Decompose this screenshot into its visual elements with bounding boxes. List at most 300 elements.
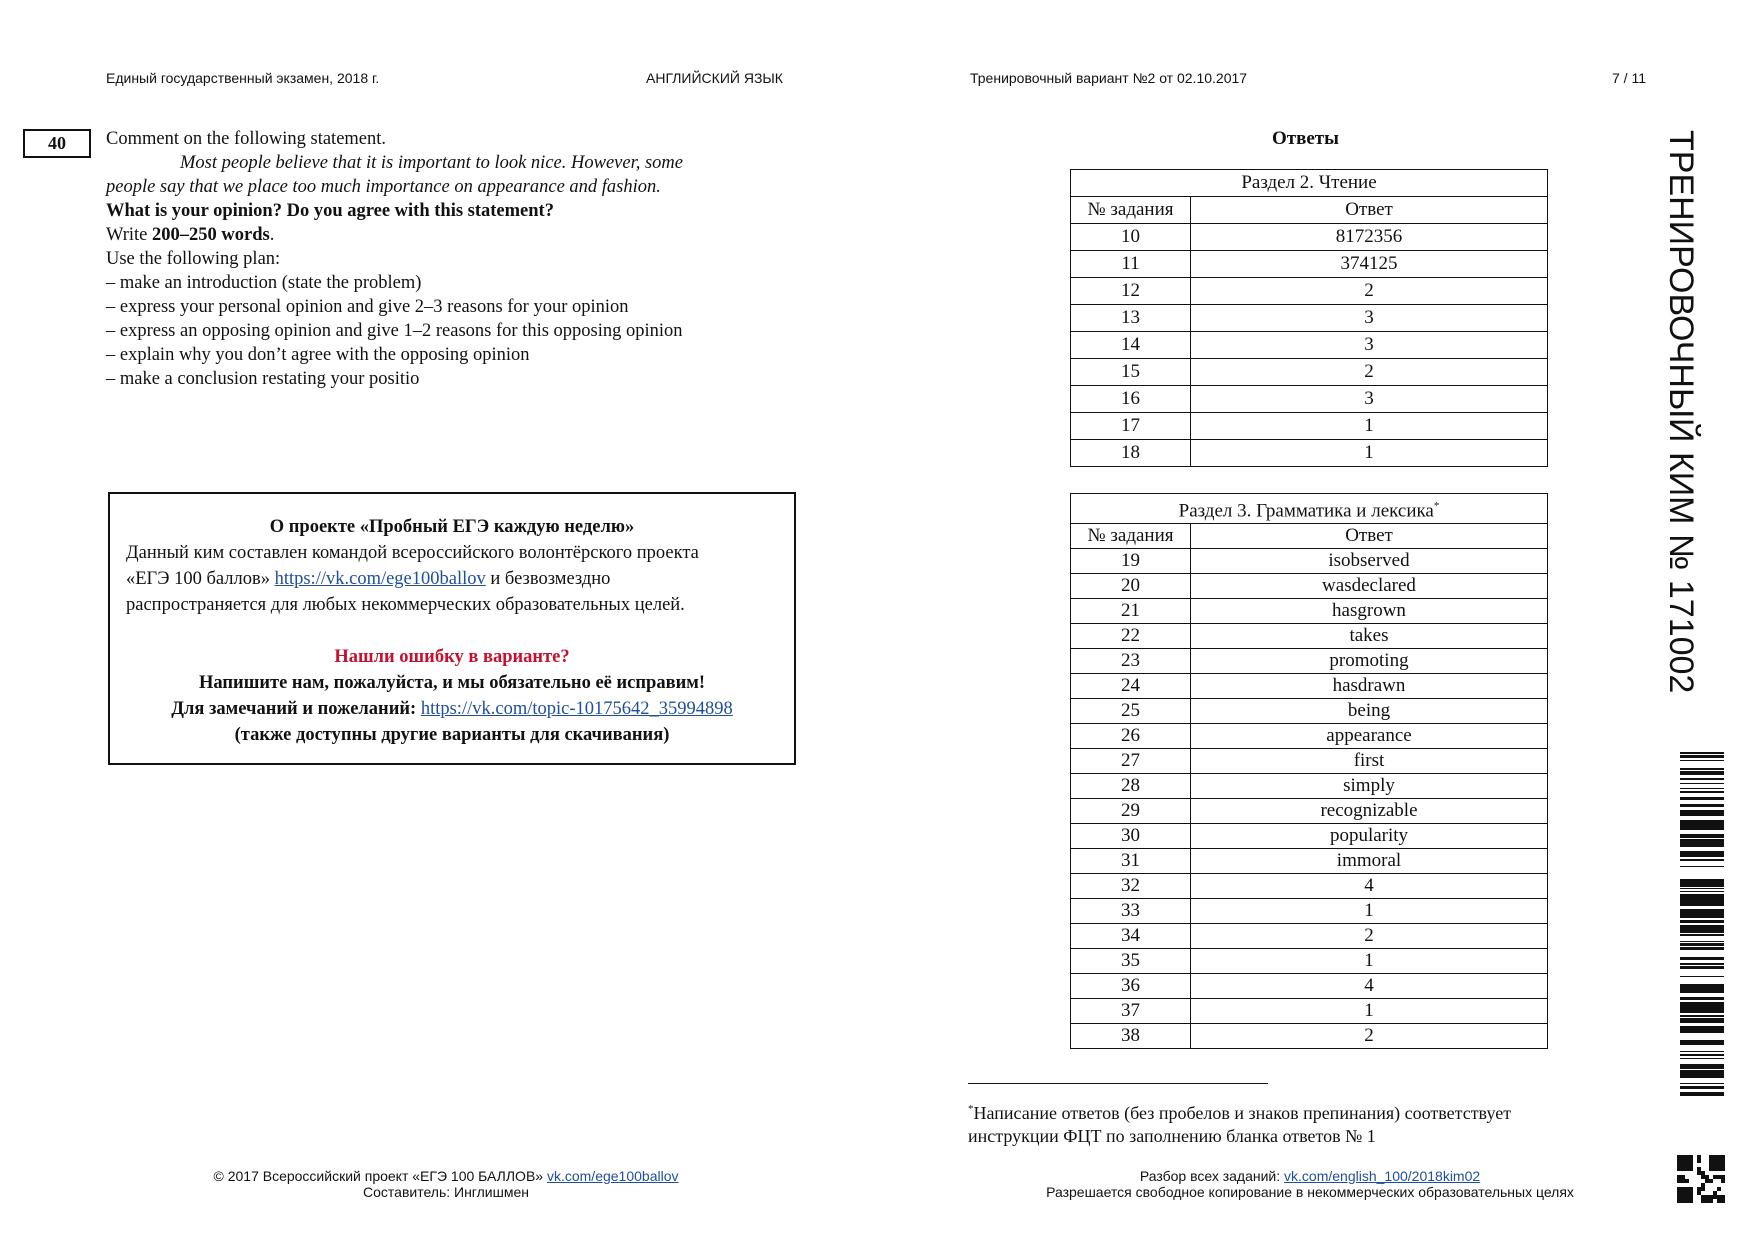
qr-module: [1705, 1195, 1709, 1199]
barcode-bar: [1680, 1094, 1724, 1096]
answer-row: [1071, 899, 1548, 924]
barcode-bar: [1680, 976, 1724, 977]
answer-row: [1071, 999, 1548, 1024]
feedback-prefix: Для замечаний и пожеланий:: [171, 699, 421, 719]
answer-value: 2: [1191, 1024, 1548, 1049]
barcode-bar: [1680, 957, 1724, 960]
answers-table-section2: [1070, 169, 1548, 467]
qr-code-image: [1677, 1155, 1725, 1203]
answer-row: [1071, 440, 1548, 467]
qr-module: [1717, 1159, 1721, 1163]
answer-task-number: 32: [1071, 874, 1191, 899]
answer-value: 1: [1191, 413, 1548, 440]
barcode-bar: [1680, 1066, 1724, 1069]
barcode-bar: [1680, 783, 1724, 784]
task-intro: Comment on the following statement.: [106, 129, 387, 149]
barcode-bar: [1680, 988, 1724, 991]
qr-module: [1697, 1187, 1701, 1191]
barcode-bar: [1680, 967, 1724, 969]
footer-left: [146, 1168, 746, 1200]
answer-task-number: 28: [1071, 774, 1191, 799]
qr-module: [1689, 1199, 1693, 1203]
barcode-bar: [1680, 925, 1724, 928]
barcode-bar: [1680, 880, 1724, 882]
qr-module: [1721, 1179, 1725, 1183]
barcode-bar: [1680, 1002, 1724, 1005]
header-exam-title: Единый государственный экзамен, 2018 г.: [106, 70, 380, 86]
barcode-bar: [1680, 943, 1724, 946]
also-available-note: (также доступны другие варианты для скачивания): [234, 725, 670, 745]
answer-row: [1071, 549, 1548, 574]
qr-module: [1685, 1159, 1689, 1163]
answer-row: [1071, 599, 1548, 624]
barcode-bar: [1680, 851, 1724, 854]
footer-analysis-link[interactable]: vk.com/english_100/2018kim02: [1284, 1168, 1481, 1184]
qr-module: [1677, 1179, 1681, 1183]
answer-row: [1071, 824, 1548, 849]
barcode-bar: [1680, 856, 1724, 857]
barcode-bar: [1680, 947, 1724, 948]
qr-module: [1681, 1155, 1685, 1159]
barcode-bar: [1680, 987, 1724, 988]
footer-author: Составитель: Инглишмен: [363, 1184, 529, 1200]
barcode-bar: [1680, 934, 1724, 936]
task-plan-item: – express your personal opinion and give 2–3 reasons for your opinion: [106, 297, 629, 317]
qr-module: [1713, 1191, 1717, 1195]
qr-module: [1697, 1171, 1701, 1175]
qr-module: [1709, 1163, 1713, 1167]
qr-module: [1697, 1191, 1701, 1195]
barcode-bar: [1680, 888, 1724, 889]
task-40-text: [106, 127, 806, 391]
barcode-bar: [1680, 1008, 1724, 1009]
qr-module: [1709, 1155, 1713, 1159]
answer-task-number: 24: [1071, 674, 1191, 699]
answer-row: [1071, 849, 1548, 874]
qr-module: [1677, 1167, 1681, 1171]
qr-module: [1681, 1159, 1685, 1163]
barcode-bar: [1680, 920, 1724, 923]
qr-module: [1713, 1175, 1717, 1179]
answer-task-number: 25: [1071, 699, 1191, 724]
answer-value: recognizable: [1191, 799, 1548, 824]
answer-row: [1071, 332, 1548, 359]
task-statement-line2: people say that we place too much importance on appearance and fashion.: [106, 177, 661, 197]
barcode-bar: [1680, 814, 1724, 816]
answer-value: takes: [1191, 624, 1548, 649]
barcode-bar: [1680, 1028, 1724, 1031]
answer-task-number: 37: [1071, 999, 1191, 1024]
answer-value: wasdeclared: [1191, 574, 1548, 599]
answer-value: 1: [1191, 999, 1548, 1024]
answer-task-number: 10: [1071, 224, 1191, 251]
footer-left-line1: [146, 1168, 746, 1184]
qr-module: [1705, 1175, 1709, 1179]
qr-module: [1681, 1167, 1685, 1171]
qr-module: [1709, 1199, 1713, 1203]
barcode-bar: [1680, 941, 1724, 942]
barcode-bar: [1680, 774, 1724, 775]
barcode-bar: [1680, 788, 1724, 789]
answer-row: [1071, 1024, 1548, 1049]
footnote-divider: [968, 1083, 1268, 1084]
answer-task-number: 38: [1071, 1024, 1191, 1049]
answer-task-number: 31: [1071, 849, 1191, 874]
answer-row: [1071, 974, 1548, 999]
project-line2-suffix: и безвозмездно: [485, 569, 611, 589]
answer-task-number: 23: [1071, 649, 1191, 674]
answer-task-number: 27: [1071, 749, 1191, 774]
answer-task-number: 16: [1071, 386, 1191, 413]
barcode-bar: [1680, 891, 1724, 892]
barcode-bar: [1680, 778, 1724, 780]
qr-module: [1709, 1195, 1713, 1199]
section2-title: Раздел 2. Чтение: [1071, 170, 1548, 197]
answer-task-number: 15: [1071, 359, 1191, 386]
answer-task-number: 21: [1071, 599, 1191, 624]
answer-row: [1071, 949, 1548, 974]
answer-value: 2: [1191, 359, 1548, 386]
footnote: [968, 1098, 1648, 1148]
barcode-bar: [1680, 839, 1724, 841]
qr-module: [1689, 1163, 1693, 1167]
answer-row: [1071, 278, 1548, 305]
qr-module: [1717, 1155, 1721, 1159]
qr-module: [1713, 1163, 1717, 1167]
qr-module: [1705, 1199, 1709, 1203]
qr-module: [1681, 1187, 1685, 1191]
header-page-number: 7 / 11: [1612, 70, 1646, 86]
barcode-bar: [1680, 792, 1724, 793]
barcode-bar: [1680, 997, 1724, 998]
answer-row: [1071, 649, 1548, 674]
barcode-bar: [1680, 930, 1724, 933]
answer-value: 3: [1191, 386, 1548, 413]
footer-analysis-prefix: Разбор всех заданий:: [1139, 1168, 1285, 1184]
qr-module: [1713, 1195, 1717, 1199]
barcode-bar: [1680, 771, 1724, 774]
qr-module: [1697, 1155, 1701, 1159]
answer-task-number: 34: [1071, 924, 1191, 949]
barcode-bar: [1680, 966, 1724, 967]
barcode-bar: [1680, 827, 1724, 830]
answer-row: [1071, 874, 1548, 899]
answer-value: being: [1191, 699, 1548, 724]
qr-module: [1677, 1191, 1681, 1195]
qr-module: [1701, 1183, 1705, 1187]
project-line1: Данный ким составлен командой всероссийского волонтёрского проекта: [126, 543, 699, 563]
qr-module: [1685, 1155, 1689, 1159]
barcode-image: [1680, 752, 1724, 1098]
barcode-bar: [1680, 899, 1724, 901]
qr-module: [1701, 1195, 1705, 1199]
qr-module: [1681, 1191, 1685, 1195]
task-number-box: 40: [23, 129, 91, 158]
qr-module: [1697, 1167, 1701, 1171]
answer-value: 8172356: [1191, 224, 1548, 251]
answer-row: [1071, 574, 1548, 599]
answer-task-number: 26: [1071, 724, 1191, 749]
answer-row: [1071, 624, 1548, 649]
barcode-bar: [1680, 1015, 1724, 1017]
barcode-bar: [1680, 1076, 1724, 1078]
answers-table-section3: [1070, 493, 1548, 1049]
barcode-bar: [1680, 1040, 1724, 1042]
section3-col-answer: Ответ: [1191, 524, 1548, 549]
error-title: Нашли ошибку в варианте?: [334, 647, 570, 667]
qr-module: [1689, 1167, 1693, 1171]
qr-module: [1677, 1163, 1681, 1167]
task-statement-line1: Most people believe that it is important to look nice. However, some: [180, 153, 683, 173]
barcode-bar: [1680, 842, 1724, 844]
barcode-bar: [1680, 879, 1724, 880]
barcode-bar: [1680, 1073, 1724, 1076]
answer-value: 3: [1191, 305, 1548, 332]
qr-module: [1717, 1199, 1721, 1203]
answer-value: 1: [1191, 440, 1548, 467]
barcode-bar: [1680, 755, 1724, 757]
qr-module: [1677, 1155, 1681, 1159]
barcode-bar: [1680, 896, 1724, 898]
barcode-bar: [1680, 844, 1724, 846]
qr-module: [1689, 1195, 1693, 1199]
answer-value: hasgrown: [1191, 599, 1548, 624]
feedback-line: [126, 696, 778, 722]
answer-row: [1071, 251, 1548, 278]
qr-module: [1717, 1175, 1721, 1179]
error-line: Напишите нам, пожалуйста, и мы обязательно её исправим!: [199, 673, 705, 693]
qr-module: [1689, 1159, 1693, 1163]
answer-value: 1: [1191, 949, 1548, 974]
answer-row: [1071, 386, 1548, 413]
barcode-bar: [1680, 760, 1724, 761]
qr-module: [1701, 1199, 1705, 1203]
barcode-bar: [1680, 1018, 1724, 1021]
qr-module: [1705, 1179, 1709, 1183]
qr-module: [1677, 1159, 1681, 1163]
barcode-bar: [1680, 894, 1724, 896]
answer-value: first: [1191, 749, 1548, 774]
barcode-bar: [1680, 1070, 1724, 1073]
barcode-bar: [1680, 1092, 1724, 1094]
barcode-bar: [1680, 812, 1724, 814]
answer-value: isobserved: [1191, 549, 1548, 574]
answer-value: promoting: [1191, 649, 1548, 674]
qr-module: [1701, 1175, 1705, 1179]
footnote-marker: *: [968, 1103, 974, 1115]
answer-task-number: 33: [1071, 899, 1191, 924]
qr-module: [1709, 1159, 1713, 1163]
qr-module: [1721, 1167, 1725, 1171]
barcode-bar: [1680, 1058, 1724, 1059]
barcode-bar: [1680, 820, 1724, 821]
answer-row: [1071, 305, 1548, 332]
answer-task-number: 29: [1071, 799, 1191, 824]
qr-module: [1685, 1167, 1689, 1171]
barcode-bar: [1680, 884, 1724, 887]
barcode-bar: [1680, 752, 1724, 754]
project-line2: [126, 566, 778, 592]
task-write-prefix: Write: [106, 225, 152, 245]
barcode-bar: [1680, 1042, 1724, 1045]
barcode-bar: [1680, 1009, 1724, 1010]
answer-task-number: 12: [1071, 278, 1191, 305]
project-info-box: [108, 492, 796, 765]
footer-right-line1: [1020, 1168, 1600, 1184]
barcode-bar: [1680, 898, 1724, 899]
answer-value: simply: [1191, 774, 1548, 799]
answer-task-number: 13: [1071, 305, 1191, 332]
qr-module: [1701, 1187, 1705, 1191]
qr-module: [1721, 1199, 1725, 1203]
qr-module: [1681, 1179, 1685, 1183]
qr-module: [1689, 1187, 1693, 1191]
qr-module: [1713, 1167, 1717, 1171]
task-word-count: 200–250 words: [152, 225, 270, 245]
barcode-bar: [1680, 928, 1724, 930]
task-write-suffix: .: [269, 225, 275, 245]
task-plan-item: – make an introduction (state the problem): [106, 273, 422, 293]
barcode-bar: [1680, 837, 1724, 838]
qr-module: [1681, 1163, 1685, 1167]
qr-module: [1677, 1199, 1681, 1203]
qr-module: [1685, 1191, 1689, 1195]
qr-module: [1713, 1155, 1717, 1159]
answer-row: [1071, 699, 1548, 724]
project-line2-prefix: «ЕГЭ 100 баллов»: [126, 569, 275, 589]
qr-module: [1701, 1171, 1705, 1175]
answer-task-number: 18: [1071, 440, 1191, 467]
answer-task-number: 20: [1071, 574, 1191, 599]
answer-value: 2: [1191, 924, 1548, 949]
barcode-bar: [1680, 904, 1724, 906]
footer-right: [1020, 1168, 1600, 1200]
barcode-bar: [1680, 768, 1724, 770]
qr-module: [1709, 1179, 1713, 1183]
qr-module: [1721, 1155, 1725, 1159]
task-plan-item: – express an opposing opinion and give 1–2 reasons for this opposing opinion: [106, 321, 683, 341]
barcode-bar: [1680, 804, 1724, 807]
answer-row: [1071, 749, 1548, 774]
qr-module: [1717, 1195, 1721, 1199]
barcode-bar: [1680, 834, 1724, 837]
barcode-bar: [1680, 1083, 1724, 1084]
header-subject: АНГЛИЙСКИЙ ЯЗЫК: [646, 70, 783, 86]
answer-task-number: 17: [1071, 413, 1191, 440]
qr-module: [1689, 1191, 1693, 1195]
section3-footnote-marker: *: [1433, 500, 1440, 512]
answer-value: appearance: [1191, 724, 1548, 749]
barcode-bar: [1680, 791, 1724, 792]
answer-row: [1071, 413, 1548, 440]
qr-module: [1721, 1159, 1725, 1163]
answer-task-number: 22: [1071, 624, 1191, 649]
task-plan-item: – make a conclusion restating your positio: [106, 369, 420, 389]
footer-vk-link[interactable]: vk.com/ege100ballov: [546, 1168, 679, 1184]
qr-module: [1713, 1159, 1717, 1163]
task-question: What is your opinion? Do you agree with this statement?: [106, 201, 554, 221]
answer-row: [1071, 924, 1548, 949]
qr-module: [1685, 1163, 1689, 1167]
answer-value: immoral: [1191, 849, 1548, 874]
task-plan-item: – explain why you don’t agree with the opposing opinion: [106, 345, 530, 365]
barcode-bar: [1680, 882, 1724, 884]
barcode-bar: [1680, 841, 1724, 842]
barcode-bar: [1680, 1026, 1724, 1028]
barcode-bar: [1680, 949, 1724, 950]
barcode-bar: [1680, 1021, 1724, 1023]
spacer: [126, 618, 778, 644]
barcode-bar: [1680, 797, 1724, 800]
barcode-bar: [1680, 866, 1724, 867]
answer-task-number: 14: [1071, 332, 1191, 359]
barcode-bar: [1680, 1051, 1724, 1052]
project-line3: распространяется для любых некоммерческих образовательных целей.: [126, 595, 685, 615]
qr-module: [1685, 1179, 1689, 1183]
answer-value: hasdrawn: [1191, 674, 1548, 699]
feedback-link[interactable]: https://vk.com/topic-10175642_35994898: [420, 699, 733, 719]
barcode-bar: [1680, 1031, 1724, 1033]
project-vk-link[interactable]: https://vk.com/ege100ballov: [274, 569, 486, 589]
barcode-bar: [1680, 810, 1724, 812]
barcode-bar: [1680, 859, 1724, 861]
header-variant: Тренировочный вариант №2 от 02.10.2017: [970, 70, 1248, 86]
section3-col-task: № задания: [1071, 524, 1191, 549]
footnote-line1: [968, 1098, 1648, 1125]
answer-value: 374125: [1191, 251, 1548, 278]
barcode-bar: [1680, 1086, 1724, 1089]
answer-value: popularity: [1191, 824, 1548, 849]
qr-module: [1685, 1199, 1689, 1203]
barcode-bar: [1680, 1064, 1724, 1066]
project-title: О проекте «Пробный ЕГЭ каждую неделю»: [269, 517, 635, 537]
barcode-bar: [1680, 998, 1724, 1000]
qr-module: [1677, 1175, 1681, 1179]
answers-title: Ответы: [1272, 128, 1339, 149]
answer-value: 4: [1191, 874, 1548, 899]
qr-module: [1721, 1195, 1725, 1199]
qr-module: [1685, 1187, 1689, 1191]
qr-module: [1717, 1163, 1721, 1167]
barcode-bar: [1680, 984, 1724, 987]
barcode-bar: [1680, 963, 1724, 965]
qr-module: [1677, 1187, 1681, 1191]
answer-value: 2: [1191, 278, 1548, 305]
task-plan-intro: Use the following plan:: [106, 249, 281, 269]
section2-col-task: № задания: [1071, 197, 1191, 224]
answer-task-number: 36: [1071, 974, 1191, 999]
side-title-vertical: ТРЕНИРОВОЧНЫЙ КИМ № 171002: [1662, 130, 1700, 694]
answer-task-number: 11: [1071, 251, 1191, 278]
footnote-line2: инструкции ФЦТ по заполнению бланка ответов № 1: [968, 1126, 1376, 1146]
answer-value: 4: [1191, 974, 1548, 999]
task-write-line: [106, 223, 806, 247]
answer-row: [1071, 359, 1548, 386]
barcode-bar: [1680, 909, 1724, 911]
qr-module: [1681, 1195, 1685, 1199]
answer-row: [1071, 774, 1548, 799]
barcode-bar: [1680, 1010, 1724, 1013]
answer-task-number: 30: [1071, 824, 1191, 849]
section3-title: Раздел 3. Грамматика и лексика: [1178, 500, 1434, 522]
barcode-bar: [1680, 914, 1724, 916]
qr-module: [1721, 1163, 1725, 1167]
qr-module: [1721, 1175, 1725, 1179]
barcode-bar: [1680, 1005, 1724, 1008]
qr-module: [1681, 1199, 1685, 1203]
barcode-bar: [1680, 821, 1724, 824]
footnote-text-1: Написание ответов (без пробелов и знаков препинания) соответствует: [973, 1103, 1512, 1123]
